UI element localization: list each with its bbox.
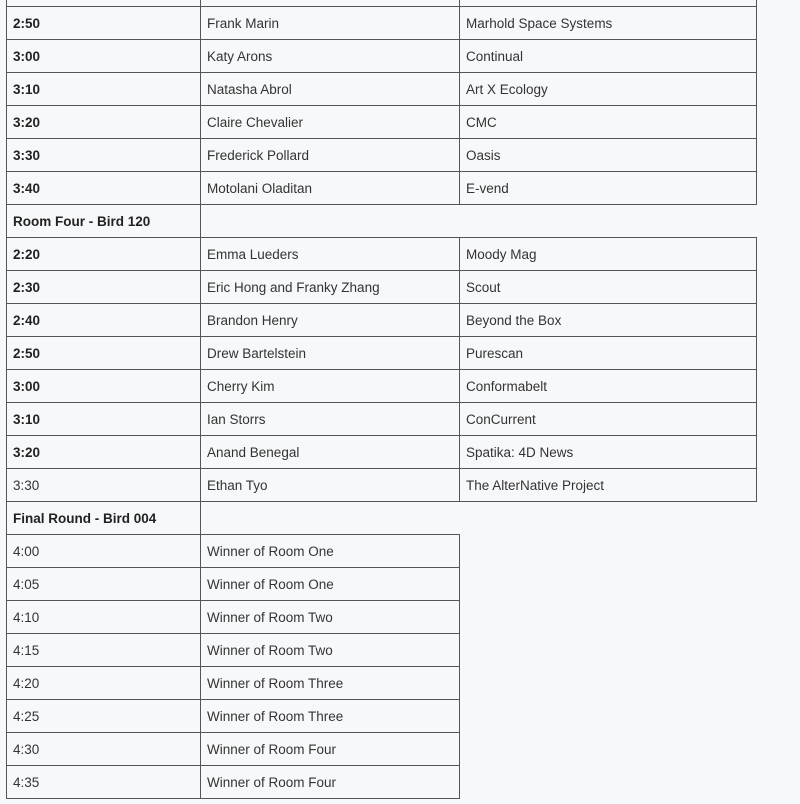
time-cell: 3:00 <box>7 40 201 73</box>
presenter-cell: Motolani Oladitan <box>201 172 460 205</box>
table-row <box>7 469 757 502</box>
table-row <box>7 667 757 700</box>
project-cell: Purescan <box>460 337 757 370</box>
empty-cell <box>460 634 757 667</box>
time-cell: 3:10 <box>7 403 201 436</box>
time-cell: 4:10 <box>7 601 201 634</box>
empty-cell <box>460 568 757 601</box>
project-cell: ConCurrent <box>460 403 757 436</box>
project-cell: Moody Mag <box>460 238 757 271</box>
presenter-cell: Winner of Room Two <box>201 601 460 634</box>
presenter-cell: Winner of Room Two <box>201 634 460 667</box>
table-row <box>7 106 757 139</box>
time-cell: 3:00 <box>7 370 201 403</box>
table-row <box>7 403 757 436</box>
table-row <box>7 238 757 271</box>
time-cell: 3:20 <box>7 106 201 139</box>
presenter-cell: Winner of Room Three <box>201 667 460 700</box>
empty-cell <box>460 535 757 568</box>
presenter-cell: Winner of Room One <box>201 568 460 601</box>
project-cell: CMC <box>460 106 757 139</box>
presenter-cell: Eric Hong and Franky Zhang <box>201 271 460 304</box>
presenter-cell: Natasha Abrol <box>201 73 460 106</box>
presenter-cell: Katy Arons <box>201 40 460 73</box>
section-title: Final Round - Bird 004 <box>7 502 201 535</box>
time-cell: 4:00 <box>7 535 201 568</box>
time-cell: 3:30 <box>7 139 201 172</box>
table-row <box>7 568 757 601</box>
section-header-blank <box>201 502 757 535</box>
project-cell: Scout <box>460 271 757 304</box>
project-cell: The AlterNative Project <box>460 469 757 502</box>
table-row <box>7 436 757 469</box>
table-row <box>7 700 757 733</box>
table-row <box>7 337 757 370</box>
time-cell: 2:40 <box>7 304 201 337</box>
time-cell: 3:30 <box>7 469 201 502</box>
project-cell: Marhold Space Systems <box>460 7 757 40</box>
project-cell: Conformabelt <box>460 370 757 403</box>
time-cell: 3:10 <box>7 73 201 106</box>
table-row <box>7 733 757 766</box>
time-cell: 3:20 <box>7 436 201 469</box>
project-cell: Oasis <box>460 139 757 172</box>
time-cell: 2:50 <box>7 337 201 370</box>
presenter-cell: Winner of Room Three <box>201 700 460 733</box>
schedule-table <box>6 0 757 799</box>
table-row <box>7 634 757 667</box>
presenter-cell: Frank Marin <box>201 7 460 40</box>
presenter-cell: Frederick Pollard <box>201 139 460 172</box>
table-row <box>7 601 757 634</box>
table-row <box>7 172 757 205</box>
empty-cell <box>460 733 757 766</box>
presenter-cell: Cherry Kim <box>201 370 460 403</box>
table-row <box>7 40 757 73</box>
schedule-body <box>7 0 757 799</box>
table-row <box>7 139 757 172</box>
time-cell: 2:30 <box>7 271 201 304</box>
table-row <box>7 370 757 403</box>
section-header-row <box>7 205 757 238</box>
presenter-cell: Brandon Henry <box>201 304 460 337</box>
presenter-cell: Ian Storrs <box>201 403 460 436</box>
table-row <box>7 535 757 568</box>
time-cell: 4:35 <box>7 766 201 799</box>
presenter-cell: Winner of Room Four <box>201 733 460 766</box>
presenter-cell: Winner of Room Four <box>201 766 460 799</box>
time-cell: 3:40 <box>7 172 201 205</box>
presenter-cell: Anand Benegal <box>201 436 460 469</box>
project-cell: Spatika: 4D News <box>460 436 757 469</box>
time-cell: 4:25 <box>7 700 201 733</box>
empty-cell <box>460 601 757 634</box>
time-cell: 2:50 <box>7 7 201 40</box>
presenter-cell: Claire Chevalier <box>201 106 460 139</box>
table-row <box>7 766 757 799</box>
table-row <box>7 73 757 106</box>
time-cell: 4:15 <box>7 634 201 667</box>
presenter-cell: Winner of Room One <box>201 535 460 568</box>
empty-cell <box>460 766 757 799</box>
empty-cell <box>460 667 757 700</box>
presenter-cell: Emma Lueders <box>201 238 460 271</box>
section-header-blank <box>201 205 757 238</box>
table-row <box>7 304 757 337</box>
project-cell: Art X Ecology <box>460 73 757 106</box>
section-title: Room Four - Bird 120 <box>7 205 201 238</box>
table-row <box>7 271 757 304</box>
table-row <box>7 7 757 40</box>
presenter-cell: Ethan Tyo <box>201 469 460 502</box>
section-header-row <box>7 502 757 535</box>
time-cell: 2:20 <box>7 238 201 271</box>
project-cell: Continual <box>460 40 757 73</box>
time-cell: 4:30 <box>7 733 201 766</box>
project-cell: E-vend <box>460 172 757 205</box>
empty-cell <box>460 700 757 733</box>
presenter-cell: Drew Bartelstein <box>201 337 460 370</box>
project-cell: Beyond the Box <box>460 304 757 337</box>
time-cell: 4:20 <box>7 667 201 700</box>
time-cell: 4:05 <box>7 568 201 601</box>
